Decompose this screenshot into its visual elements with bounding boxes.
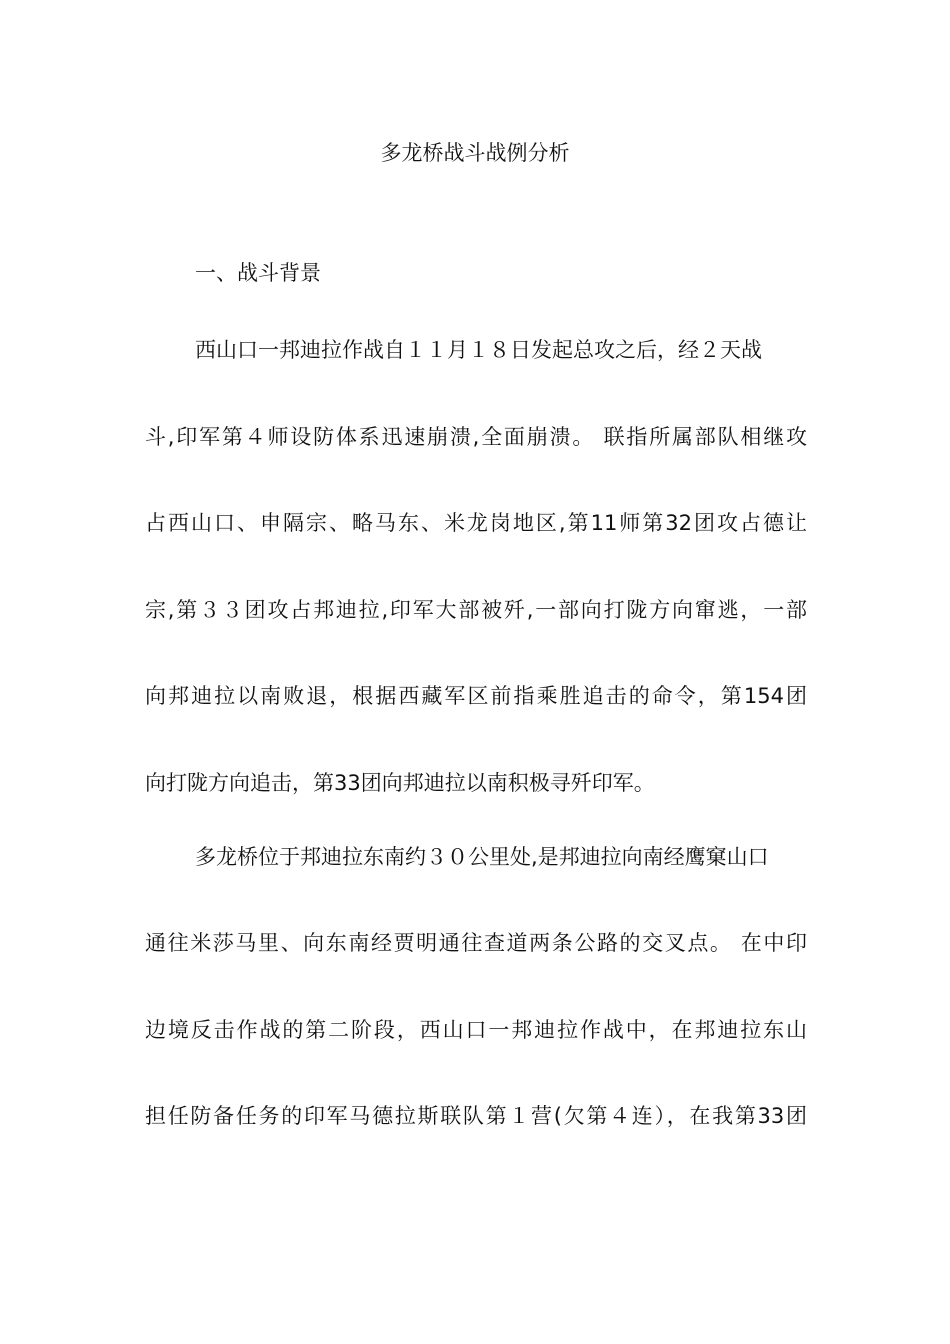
paragraph-2-line-3: 边境反击作战的第二阶段，西山口一邦迪拉作战中，在邦迪拉东山 — [145, 1018, 807, 1042]
document-title: 多龙桥战斗战例分析 — [380, 141, 570, 165]
paragraph-1-line-2: 斗,印军第４师设防体系迅速崩溃,全面崩溃。 联指所属部队相继攻 — [145, 425, 807, 449]
paragraph-2-line-1: 多龙桥位于邦迪拉东南约３０公里处,是邦迪拉向南经鹰窠山口 — [195, 845, 769, 869]
paragraph-1-line-3: 占西山口、申隔宗、略马东、米龙岗地区,第11师第32团攻占德让 — [145, 511, 807, 535]
paragraph-2-line-2: 通往米莎马里、向东南经贾明通往查道两条公路的交叉点。 在中印 — [145, 931, 807, 955]
paragraph-1-line-5: 向邦迪拉以南败退，根据西藏军区前指乘胜追击的命令，第154团 — [145, 684, 807, 708]
paragraph-1-line-6: 向打陇方向追击，第33团向邦迪拉以南积极寻歼印军。 — [145, 771, 655, 795]
paragraph-1-line-4: 宗,第３３团攻占邦迪拉,印军大部被歼,一部向打陇方向窜逃，一部 — [145, 598, 807, 622]
paragraph-2-line-4: 担任防备任务的印军马德拉斯联队第１营(欠第４连），在我第33团 — [145, 1104, 807, 1128]
paragraph-1-line-1: 西山口一邦迪拉作战自１１月１８日发起总攻之后，经２天战 — [195, 338, 762, 362]
section-heading: 一、战斗背景 — [195, 261, 321, 285]
